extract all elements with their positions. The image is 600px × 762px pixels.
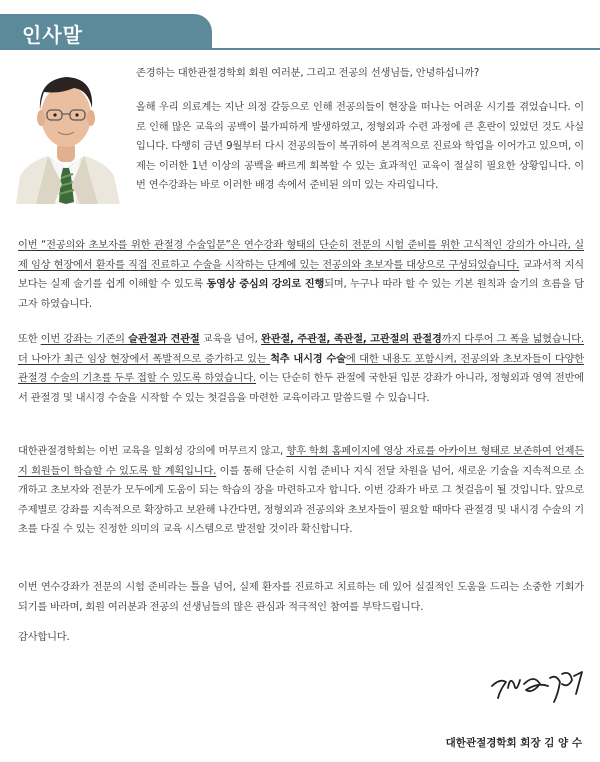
page-title: 인사말 (22, 23, 83, 47)
doctor-portrait-icon (14, 64, 122, 204)
p3-text-1: 교육을 넘어, (199, 334, 262, 345)
p3-text-end: 이는 단순히 한두 관절에 국한된 입문 강좌가 아니라, 정형외과 영역 전반에서 관절경 및 내시경 수술을 시작할 수 있는 첫걸음을 마련한 교육이라고 말씀드릴 수 있습니다. (18, 373, 584, 404)
paragraph-5: 이번 연수강좌가 전문의 시험 준비라는 틀을 넘어, 실제 환자를 진료하고 치료하는 데 있어 실질적인 도움을 드리는 소중한 기회가 되기를 바라며, 회원 여러분과 전공의 선생님들의 많은 관심과 적극적인 참여를 부탁드립니다. (18, 582, 584, 613)
p3-underlined-text-1: 이번 강좌는 기존의 (40, 334, 129, 345)
p2-text-end: 되며, 누구나 따라 할 수 있는 기본 원칙과 술기의 흐름을 담고자 하였습니다. (18, 279, 584, 310)
p3-bold-underlined-1: 슬관절과 견관절 (128, 334, 200, 345)
section-header (0, 0, 600, 50)
p4-underlined-text: 향후 학회 홈페이지에 영상 자료를 아카이브 형태로 보존하여 언제든지 회원들이 학습할 수 있도록 할 계획입니다. (18, 446, 585, 477)
header-tab (0, 14, 212, 50)
closing-text: 감사합니다. (18, 632, 70, 643)
p2-text: 교과서적 지식보다는 실제 술기를 쉽게 이해할 수 있도록 (18, 259, 584, 291)
p3-bold-text: 척추 내시경 수술 (270, 353, 346, 365)
p4-text-end: 이를 통해 단순히 시험 준비나 지식 전달 차원을 넘어, 새로운 기술을 지속적으로 소개하고 초보자와 전문가 모두에게 도움이 되는 학습의 장을 마련하고자 합니다. 이번 강좌가 바로 그 첫걸음이 될 것입니다. 앞으로 주제별로 강좌를 지속적으로 확장하고 보완해 나간다면, 정형외과 전공의와 초보자들이 필요할 때마다 관절경 및 내시경 수술의 기초를 다질 수 있는 진정한 의미의 교육 시스템으로 발전할 것이라 확신합니다. (18, 465, 584, 536)
handwritten-signature-icon (488, 664, 588, 706)
p2-underlined-text: 이번 “전공의와 초보자를 위한 관절경 수술입문”은 연수강좌 형태의 단순히 전문의 시험 준비를 위한 고식적인 강의가 아니라, 실제 임상 현장에서 환자를 직접 진료하고 수술을 시작하는 단계에 있는 전공의와 초보자를 대상으로 구성되었습니다. (18, 240, 584, 271)
paragraph-1: 올해 우리 의료계는 지난 의정 갈등으로 인해 전공의들이 현장을 떠나는 어려운 시기를 겪었습니다. 이로 인해 많은 교육의 공백이 불가피하게 발생하였고, 정형외과 수련 과정에 큰 혼란이 있었던 것도 사실입니다. 다행히 금년 9월부터 다시 전공의들이 복귀하여 본격적으로 진료와 학업을 이어가고 있으며, 이제는 이러한 1년 이상의 공백을 빠르게 회복할 수 있는 효과적인 교육이 절실히 필요한 상황입니다. 이번 연수강좌는 바로 이러한 배경 속에서 준비된 의미 있는 자리입니다. (136, 102, 584, 192)
p3-underlined-text-3: 에 대한 내용도 포함시켜, 전공의와 초보자들이 다양한 관절경 수술의 기초를 두루 접할 수 있도록 하였습니다. (18, 353, 584, 385)
p3-underlined-text-2: 까지 다루어 그 폭을 넓혔습니다. 더 나아가 최근 임상 현장에서 폭발적으로 증가하고 있는 (18, 334, 584, 365)
p4-text-start: 대한관절경학회는 이번 교육을 일회성 강의에 머무르지 않고, (18, 446, 287, 457)
paragraph-3 (18, 330, 584, 408)
p2-bold-text: 동영상 중심의 강의로 진행 (206, 279, 325, 291)
paragraph-4 (18, 442, 584, 540)
greeting-paragraph: 존경하는 대한관절경학회 회원 여러분, 그리고 전공의 선생님들, 안녕하십니까? (136, 68, 480, 79)
p3-text-start: 또한 (18, 334, 41, 345)
paragraph-2 (18, 236, 584, 314)
p3-bold-underlined-2: 완관절, 주관절, 족관절, 고관절의 관절경 (261, 334, 442, 345)
signer-name: 대한관절경학회 회장 김 양 수 (445, 737, 582, 749)
header-rule (0, 48, 600, 50)
